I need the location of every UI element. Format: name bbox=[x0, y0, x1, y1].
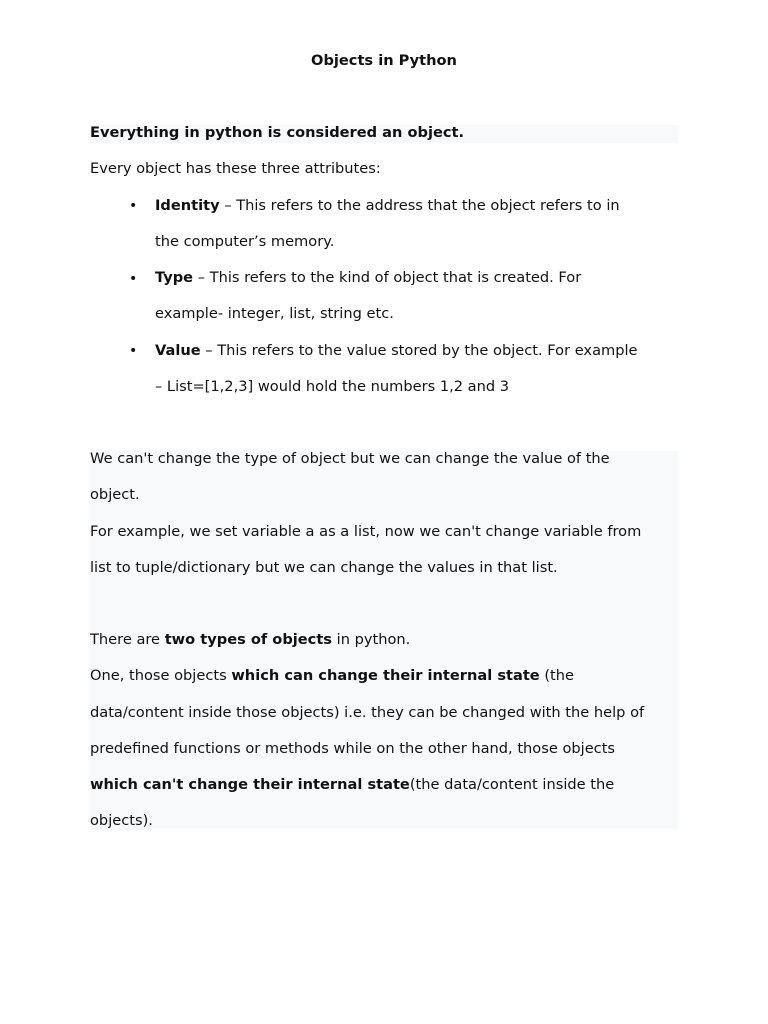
intro-text: Every object has these three attributes: bbox=[90, 160, 381, 177]
text-run: (the bbox=[539, 667, 575, 684]
bullet-icon: • bbox=[129, 271, 138, 287]
attribute-type-cont: example- integer, list, string etc. bbox=[155, 305, 394, 322]
text-run: in python. bbox=[332, 631, 411, 648]
emphasis-text: which can change their internal state bbox=[231, 667, 540, 684]
bullet-icon: • bbox=[129, 198, 138, 214]
emphasis-text: which can't change their internal state bbox=[90, 776, 410, 793]
paragraph-line bbox=[90, 666, 574, 686]
paragraph-line: data/content inside those objects) i.e. they can be changed with the help of bbox=[90, 704, 645, 721]
text-run: One, those objects bbox=[90, 667, 232, 684]
attribute-value bbox=[155, 341, 638, 361]
attribute-description: – This refers to the kind of object that is created. For bbox=[193, 269, 582, 286]
paragraph-line bbox=[90, 630, 410, 650]
attribute-term: Identity bbox=[155, 197, 220, 214]
paragraph-line: We can't change the type of object but we can change the value of the bbox=[90, 450, 610, 467]
bullet-icon: • bbox=[129, 343, 138, 359]
attribute-term: Value bbox=[155, 342, 201, 359]
paragraph-line: predefined functions or methods while on the other hand, those objects bbox=[90, 740, 616, 757]
section-heading bbox=[90, 123, 464, 143]
section-heading-text: Everything in python is considered an object. bbox=[90, 124, 465, 141]
paragraph-line: objects). bbox=[90, 812, 153, 829]
attribute-description: – This refers to the value stored by the object. For example bbox=[200, 342, 638, 359]
paragraph-line: For example, we set variable a as a list, now we can't change variable from bbox=[90, 523, 642, 540]
attribute-description: – This refers to the address that the object refers to in bbox=[219, 197, 620, 214]
paragraph-line bbox=[90, 775, 614, 795]
text-run: There are bbox=[90, 631, 165, 648]
paragraph-line: object. bbox=[90, 486, 140, 503]
emphasis-text: two types of objects bbox=[164, 631, 332, 648]
text-run: (the data/content inside the bbox=[409, 776, 615, 793]
attribute-value-cont: – List=[1,2,3] would hold the numbers 1,2 and 3 bbox=[155, 378, 510, 395]
document-title: Objects in Python bbox=[311, 52, 457, 69]
attribute-identity bbox=[155, 196, 620, 216]
attribute-term: Type bbox=[155, 269, 194, 286]
attribute-type bbox=[155, 268, 581, 288]
paragraph-line: list to tuple/dictionary but we can change the values in that list. bbox=[90, 559, 558, 576]
attribute-identity-cont: the computer’s memory. bbox=[155, 233, 335, 250]
